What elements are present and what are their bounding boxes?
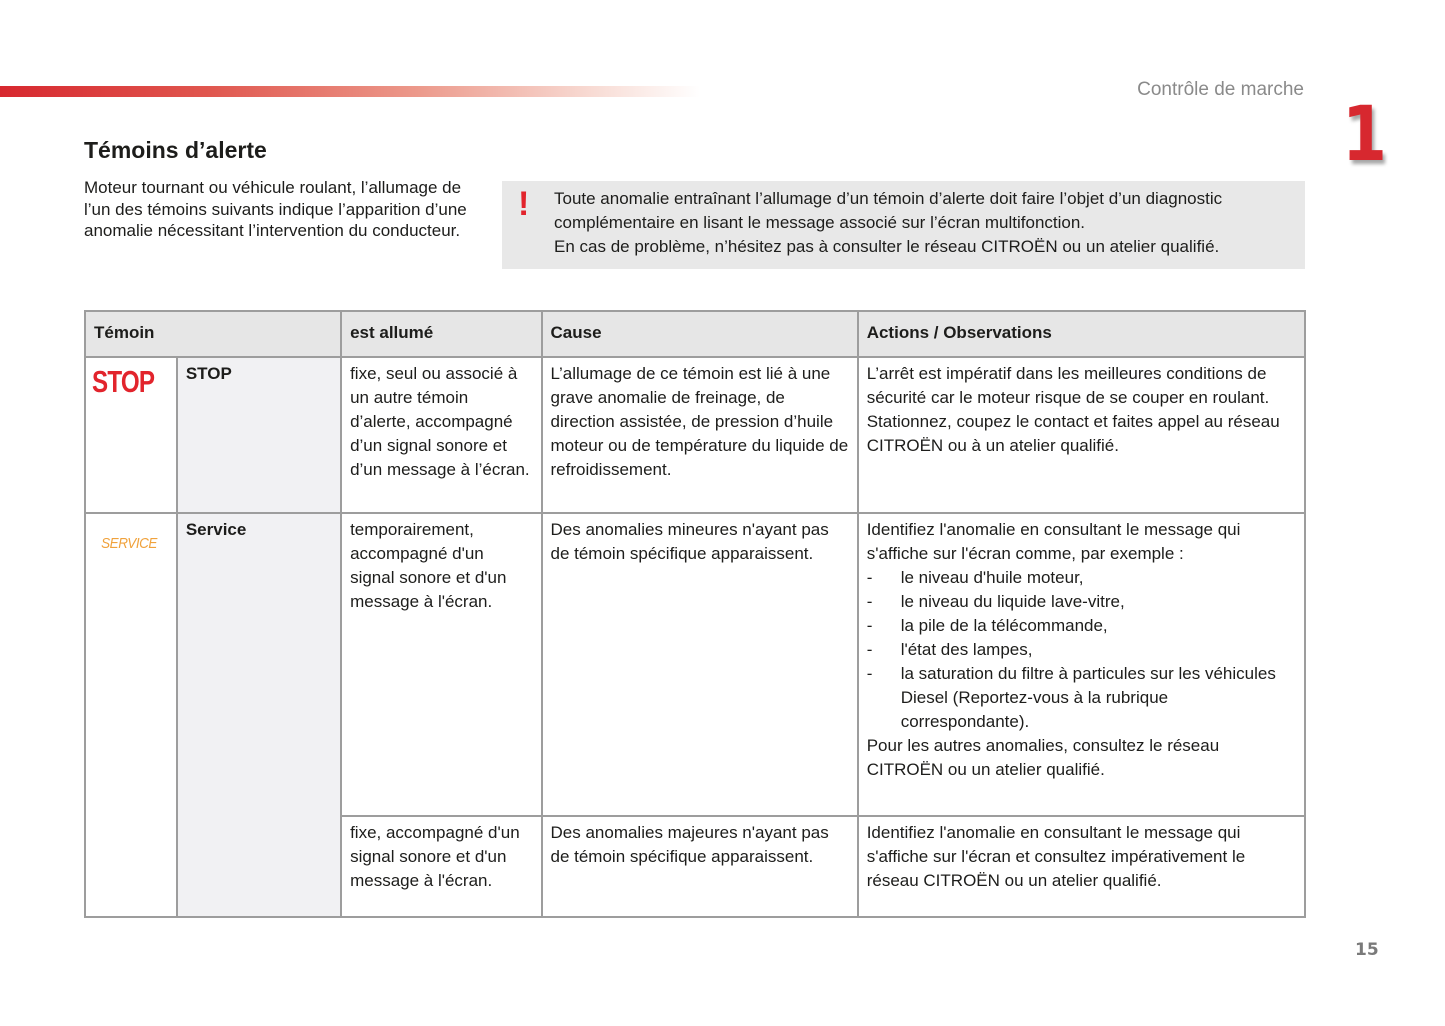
warning-note [502, 181, 1305, 269]
service-icon-cell [85, 513, 177, 917]
header-actions: Actions / Observations [858, 311, 1305, 357]
list-item: - le niveau d'huile moteur, [867, 566, 1296, 590]
warning-note-line: En cas de problème, n’hésitez pas à consulter le réseau CITROËN ou un atelier qualifié. [554, 237, 1220, 256]
actions-cell [858, 513, 1305, 816]
page-number: 15 [1355, 940, 1379, 960]
est-allume-cell: fixe, seul ou associé à un autre témoin d’alerte, accompagné d’un signal sonore et d’un message à l’écran. [341, 357, 541, 513]
header-temoin: Témoin [85, 311, 341, 357]
actions-cell: L’arrêt est impératif dans les meilleures conditions de sécurité car le moteur risque de se couper en roulant. Stationnez, coupez le contact et faites appel au réseau CITROËN ou à un atelier qualifié. [858, 357, 1305, 513]
actions-intro: Identifiez l'anomalie en consultant le message qui s'affiche sur l'écran comme, par exemple : [866, 520, 1241, 563]
actions-outro: Pour les autres anomalies, consultez le réseau CITROËN ou un atelier qualifié. [866, 736, 1220, 779]
list-item: - la saturation du filtre à particules sur les véhicules Diesel (Reportez-vous à la rubrique correspondante). [867, 662, 1296, 734]
list-item: - la pile de la télécommande, [867, 614, 1296, 638]
stop-icon-cell [85, 357, 177, 513]
table-row [85, 513, 1305, 816]
table-header-row [85, 311, 1305, 357]
est-allume-cell: fixe, accompagné d'un signal sonore et d'un message à l'écran. [341, 816, 541, 917]
header-est-allume: est allumé [341, 311, 541, 357]
list-item: - le niveau du liquide lave-vitre, [867, 590, 1296, 614]
est-allume-cell: temporairement, accompagné d'un signal sonore et d'un message à l'écran. [341, 513, 541, 816]
intro-paragraph: Moteur tournant ou véhicule roulant, l’allumage de l’un des témoins suivants indique l’apparition d’une anomalie nécessitant l’intervention du conducteur. [84, 178, 467, 240]
actions-cell: Identifiez l'anomalie en consultant le message qui s'affiche sur l'écran et consultez impérativement le réseau CITROËN ou un atelier qualifié. [858, 816, 1305, 917]
chapter-number: 1 [1341, 89, 1387, 178]
cause-cell: Des anomalies majeures n'ayant pas de témoin spécifique apparaissent. [542, 816, 858, 917]
warning-note-text [554, 187, 1294, 259]
section-title: Contrôle de marche [1137, 79, 1304, 100]
warning-lights-table [84, 310, 1306, 918]
exclamation-icon: ! [518, 185, 530, 223]
warning-note-line: Toute anomalie entraînant l’allumage d’un témoin d’alerte doit faire l’objet d’un diagnostic complémentaire en lisant le message associé sur l’écran multifonction. [554, 189, 1223, 232]
cause-cell: Des anomalies mineures n'ayant pas de témoin spécifique apparaissent. [542, 513, 858, 816]
stop-warning-icon: STOP [92, 364, 155, 399]
header-cause: Cause [542, 311, 858, 357]
light-name: Service [177, 513, 341, 917]
page-title: Témoins d’alerte [84, 137, 267, 163]
header-accent-bar [0, 86, 700, 97]
table-row [85, 357, 1305, 513]
cause-cell: L’allumage de ce témoin est lié à une grave anomalie de freinage, de direction assistée, de pression d’huile moteur ou de température du liquide de refroidissement. [542, 357, 858, 513]
light-name: STOP [177, 357, 341, 513]
actions-list [867, 566, 1296, 734]
service-warning-icon: SERVICE [100, 535, 157, 552]
list-item: - l'état des lampes, [867, 638, 1296, 662]
